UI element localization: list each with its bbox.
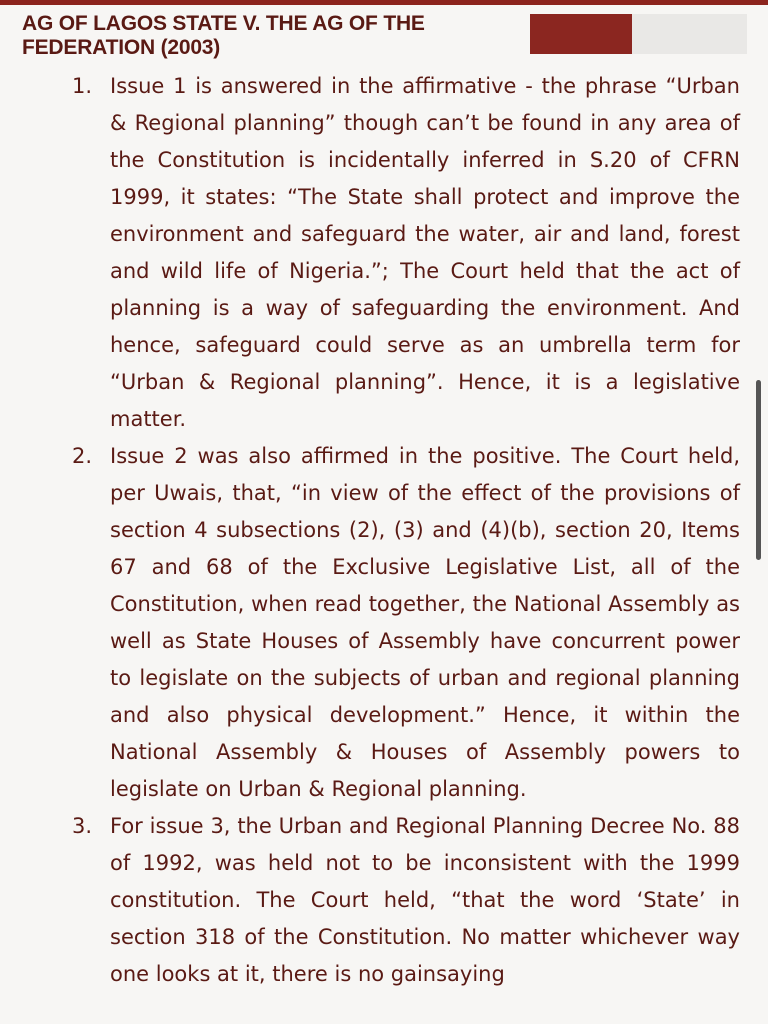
holding-text: Issue 1 is answered in the affirmative - the phrase “Urban & Regional planning” though can’t be found in any area of the Constitution is incidentally inferred in S.20 of CFRN 1999, it states: “The State shall protect and improve the environment and safeguard the water, air and land, forest and wild life of Nigeria.”; The Court held that the act of planning is a way of safeguarding the environment. And hence, safeguard could serve as an umbrella term for “Urban & Regional planning”. Hence, it is a legislative matter.: [110, 74, 740, 431]
holding-number: 1.: [72, 74, 93, 98]
reading-progress-fill: [530, 14, 632, 54]
case-title: AG OF LAGOS STATE V. THE AG OF THE FEDERATION (2003): [22, 12, 425, 59]
holding-text: Issue 2 was also affirmed in the positive. The Court held, per Uwais, that, “in view of the effect of the provisions of section 4 subsections (2), (3) and (4)(b), section 20, Items 67 and 68 of the Exclusive Legislative List, all of the Constitution, when read together, the National Assembly as well as State Houses of Assembly have concurrent power to legislate on the subjects of urban and regional planning and also physical development.” Hence, it within the National Assembly & Houses of Assembly powers to legislate on Urban & Regional planning.: [110, 444, 740, 801]
holding-number: 2.: [72, 444, 93, 468]
holding-text: For issue 3, the Urban and Regional Planning Decree No. 88 of 1992, was held not to be inconsistent with the 1999 constitution. The Court held, “that the word ‘State’ in section 318 of the Constitution. No matter whichever way one looks at it, there is no gainsaying: [110, 814, 740, 986]
top-accent-rule: [0, 0, 768, 5]
scrollbar-thumb[interactable]: [756, 380, 761, 560]
reading-progress-bar: [530, 14, 747, 54]
holding-number: 3.: [72, 814, 93, 838]
holdings-list: [0, 68, 740, 993]
holding-item-3: [0, 808, 740, 993]
holding-item-2: [0, 438, 740, 808]
holding-item-1: [0, 68, 740, 438]
